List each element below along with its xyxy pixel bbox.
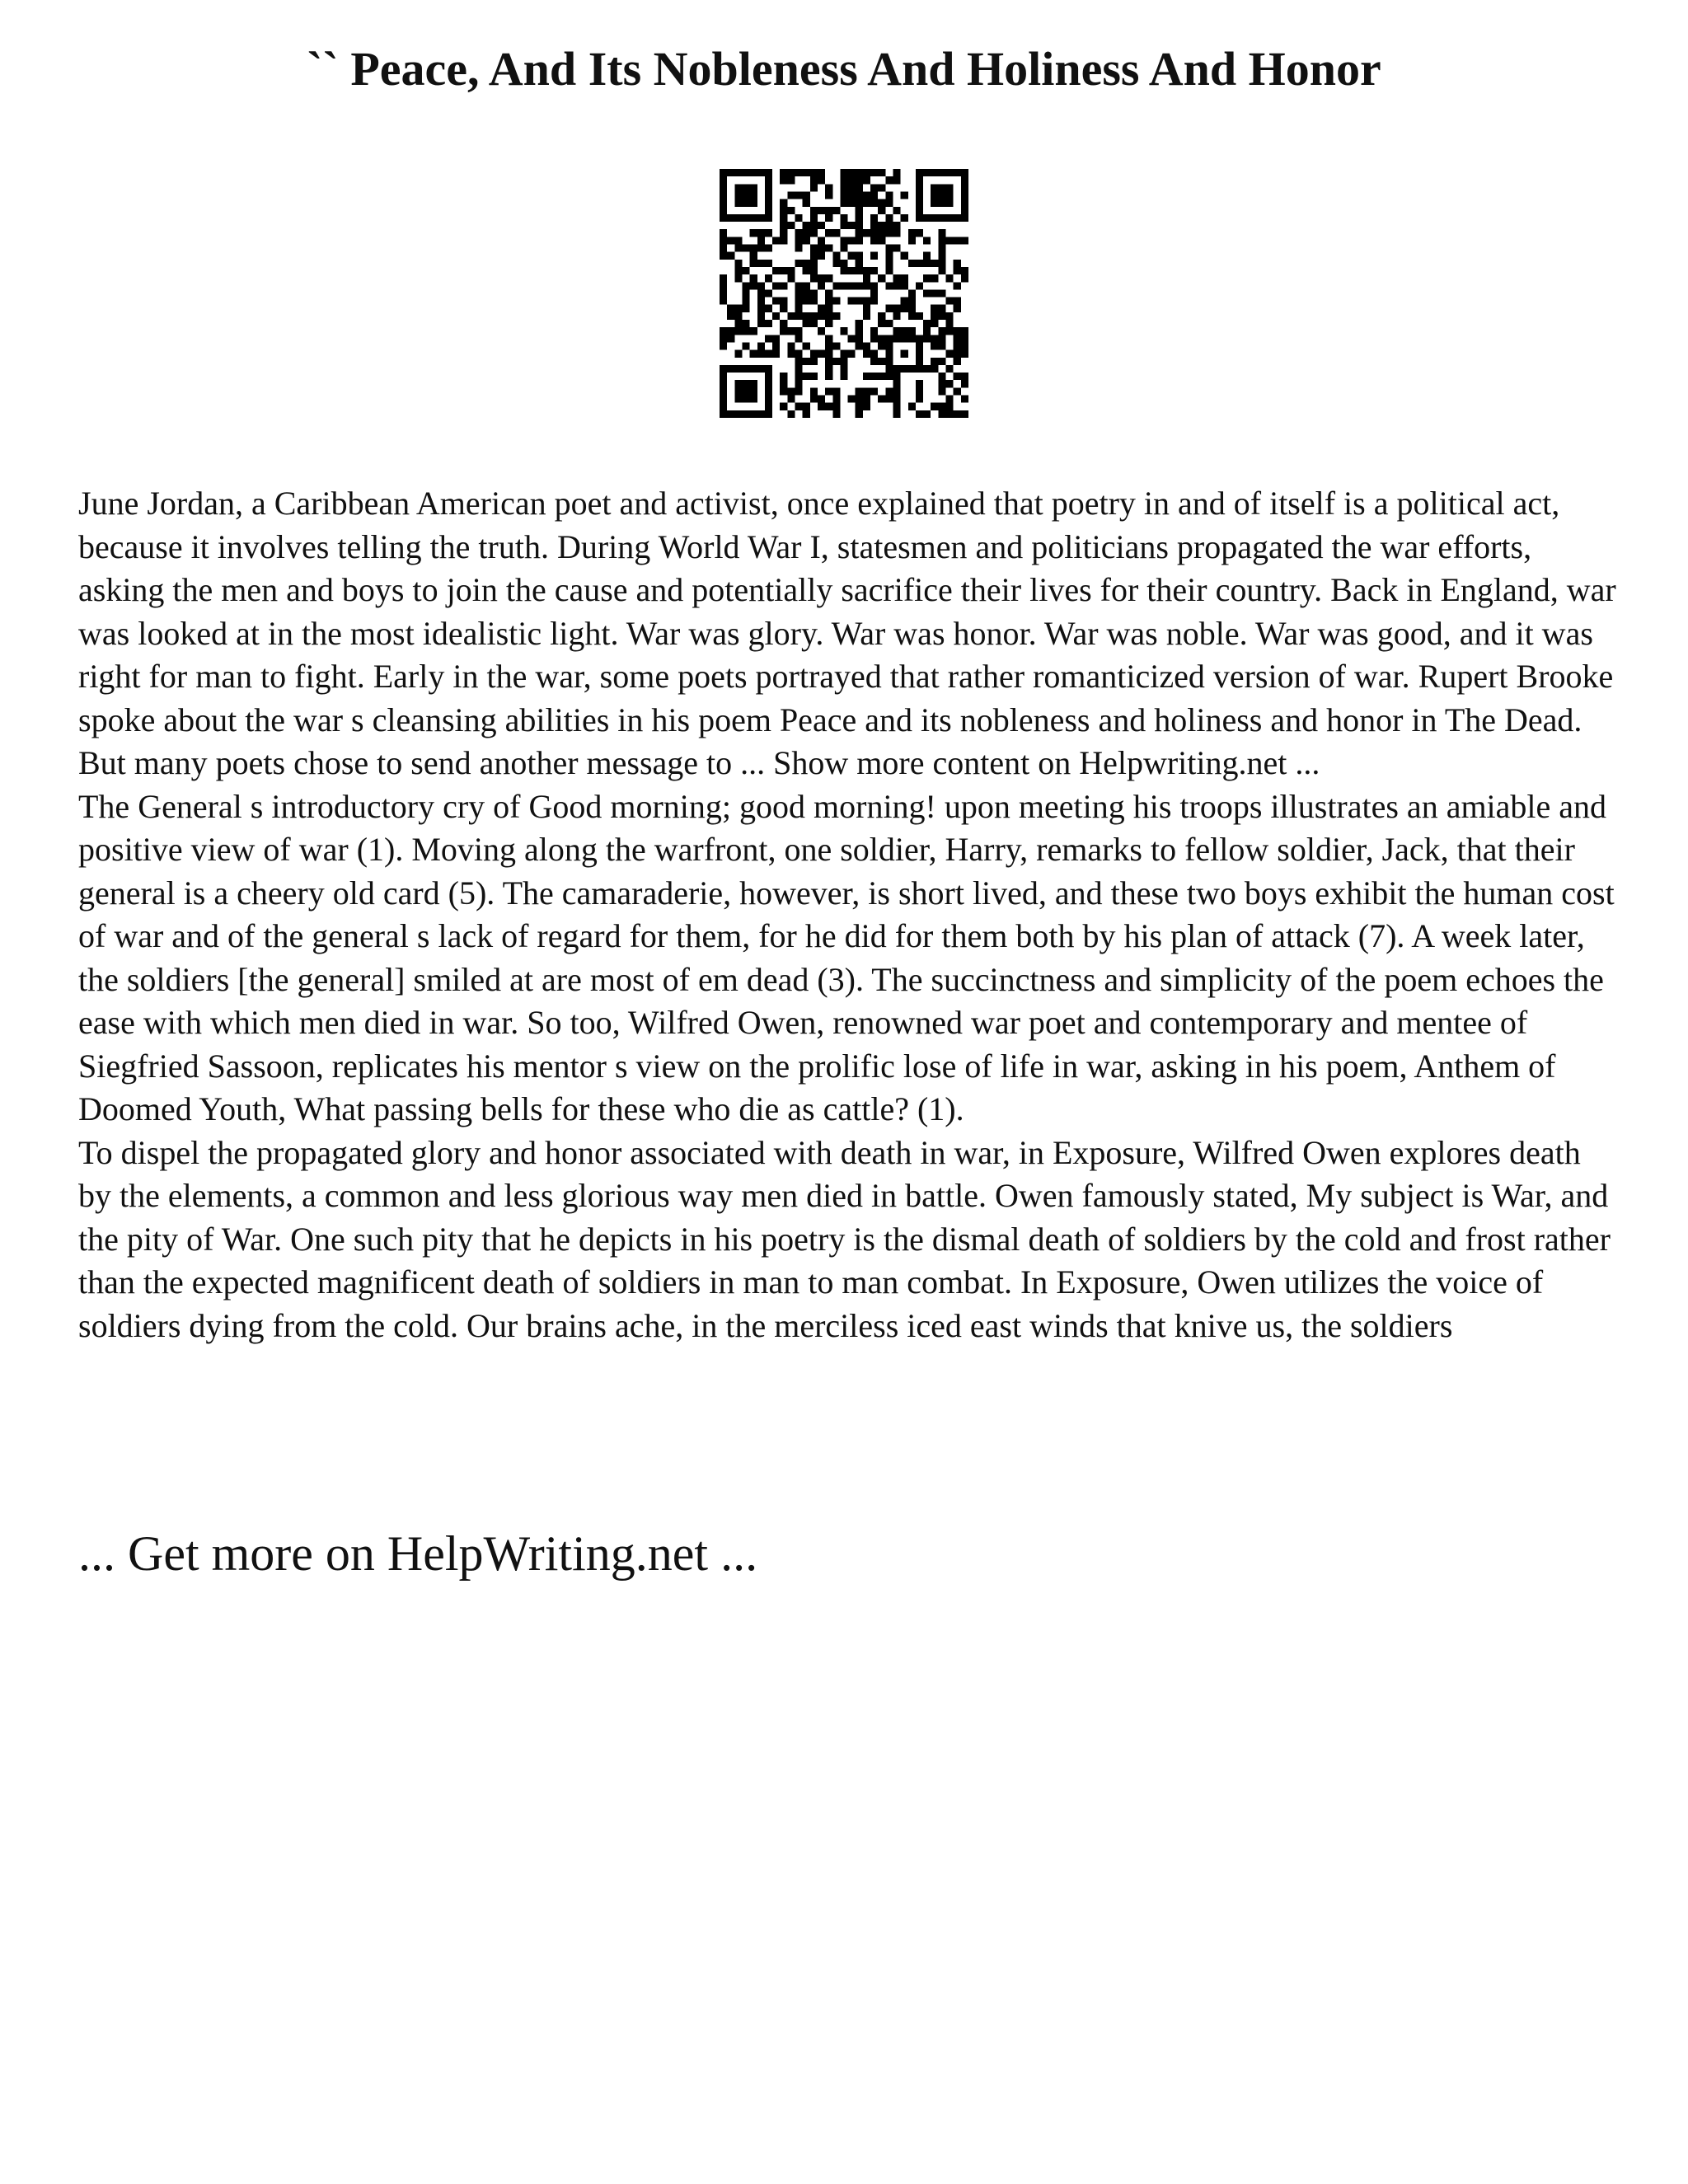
paragraph: June Jordan, a Caribbean American poet and activist, once explained that poetry in and of itself is a political act, because it involves telling the truth. During World War I, statesmen and politicians propagated the war efforts, asking the men and boys to join the cause and potentially sacrifice their lives for their country. Back in England, war was looked at in the most idealistic light. War was glory. War was honor. War was noble. War was good, and it was right for man to fight. Early in the war, some poets portrayed that rather romanticized version of war. Rupert Brooke spoke about the war s cleansing abilities in his poem Peace and its nobleness and holiness and honor in The Dead. But many poets chose to send another message to ... Show more content on Helpwriting.net ...	[78, 485, 1616, 781]
paragraph: The General s introductory cry of Good morning; good morning! upon meeting his troops illustrates an amiable and positive view of war (1). Moving along the warfront, one soldier, Harry, remarks to fellow soldier, Jack, that their general is a cheery old card (5). The camaraderie, however, is short lived, and these two boys exhibit the human cost of war and of the general s lack of regard for them, for he did for them both by his plan of attack (7). A week later, the soldiers [the general] smiled at are most of em dead (3). The succinctness and simplicity of the poem echoes the ease with which men died in war. So too, Wilfred Owen, renowned war poet and contemporary and mentee of Siegfried Sassoon, replicates his mentor s view on the prolific lose of life in war, asking in his poem, Anthem of Doomed Youth, What passing bells for these who die as cattle? (1).	[78, 787, 1615, 1127]
get-more-link[interactable]: ... Get more on HelpWriting.net ...	[78, 1526, 758, 1581]
qr-code-icon	[720, 169, 968, 418]
article-body	[78, 482, 1620, 1347]
paragraph: To dispel the propagated glory and honor associated with death in war, in Exposure, Wilfred Owen explores death by the elements, a common and less glorious way men died in battle. Owen famously stated, My subject is War, and the pity of War. One such pity that he depicts in his poetry is the dismal death of soldiers by the cold and frost rather than the expected magnificent death of soldiers in man to man combat. In Exposure, Owen utilizes the voice of soldiers dying from the cold. Our brains ache, in the merciless iced east winds that knive us, the soldiers	[78, 1133, 1611, 1344]
page-title: `` Peace, And Its Nobleness And Holiness And Honor	[307, 42, 1381, 96]
